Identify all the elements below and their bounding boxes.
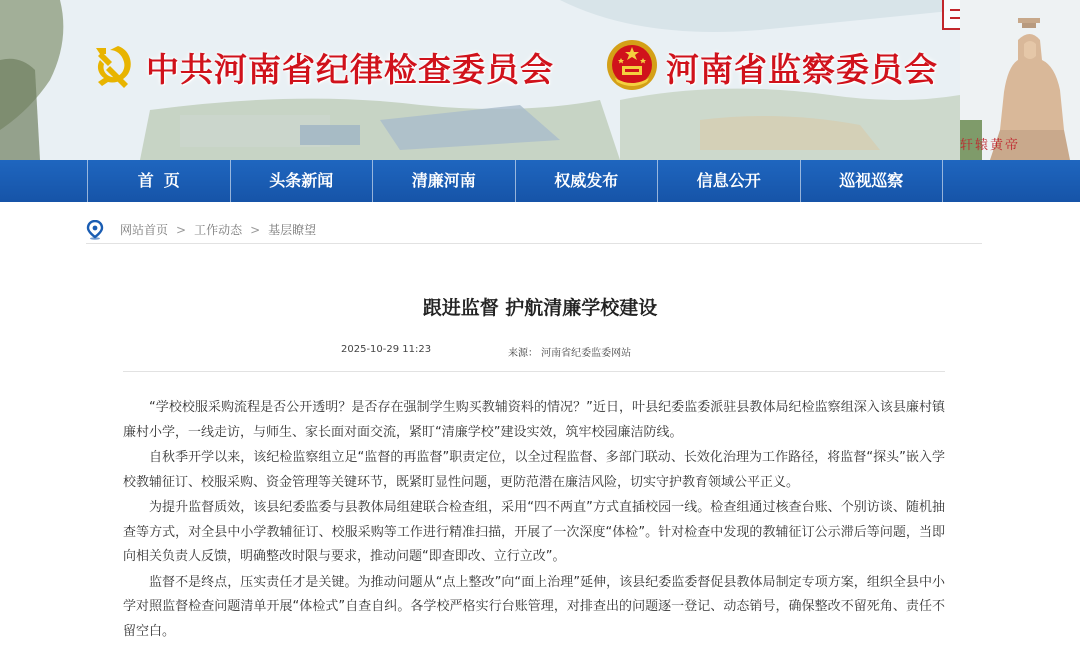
location-pin-icon bbox=[86, 220, 104, 240]
nav-clean-henan[interactable]: 清廉河南 bbox=[372, 160, 515, 202]
article-source: 来源： 河南省纪委监委网站 bbox=[508, 348, 632, 359]
main-navigation bbox=[0, 160, 1080, 202]
article-meta bbox=[0, 344, 1080, 358]
nav-headlines[interactable]: 头条新闻 bbox=[230, 160, 373, 202]
nav-info-disclosure[interactable]: 信息公开 bbox=[657, 160, 800, 202]
nav-authoritative-release[interactable]: 权威发布 bbox=[515, 160, 658, 202]
article-paragraph: “学校校服采购流程是否公开透明？是否存在强制学生购买教辅资料的情况？”近日，叶县纪委监委派驻县教体局纪检监察组深入该县廉村镇廉村小学，一线走访，与师生、家长面对面交流，紧盯“清廉学校”建设实效，筑牢校园廉洁防线。 bbox=[123, 400, 945, 440]
breadcrumb-separator: > bbox=[250, 222, 261, 237]
breadcrumb-separator: > bbox=[176, 222, 187, 237]
breadcrumb-work-news[interactable]: 工作动态 bbox=[194, 223, 243, 237]
party-emblem-icon bbox=[88, 40, 138, 90]
national-emblem-icon bbox=[605, 38, 659, 92]
site-title-supervision: 河南省监察委员会 bbox=[666, 50, 938, 89]
statue-caption: 轩辕黄帝 bbox=[960, 138, 1021, 153]
article-paragraph: 为提升监督质效，该县纪委监委与县教体局组建联合检查组，采用“四不两直”方式直插校园一线。检查组通过核查台账、个别访谈、随机抽查等方式，对全县中小学教辅征订、校服采购等工作进行精准扫描，开展了一次深度“体检”。针对检查中发现的教辅征订公示滞后等问题，当即向相关负责人反馈，明确整改时限与要求，推动问题“即查即改、立行立改”。 bbox=[123, 500, 945, 564]
nav-home[interactable]: 首页 bbox=[87, 160, 230, 202]
nav-inspection[interactable]: 巡视巡察 bbox=[800, 160, 944, 202]
article-body bbox=[123, 371, 945, 661]
site-title-commission: 中共河南省纪律检查委员会 bbox=[146, 50, 554, 89]
breadcrumb-grassroots[interactable]: 基层瞭望 bbox=[268, 223, 317, 237]
site-banner bbox=[0, 0, 1080, 160]
article-paragraph: 自秋季开学以来，该纪检监察组立足“监督的再监督”职责定位，以全过程监督、多部门联动、长效化治理为工作路径，将监督“探头”嵌入学校教辅征订、校服采购、资金管理等关键环节，既紧盯显性问题，更防范潜在廉洁风险，切实守护教育领域公平正义。 bbox=[123, 450, 945, 490]
article-title: 跟进监督 护航清廉学校建设 bbox=[422, 297, 658, 319]
breadcrumb-home[interactable]: 网站首页 bbox=[120, 223, 169, 237]
article-paragraph: 监督不是终点，压实责任才是关键。为推动问题从“点上整改”向“面上治理”延伸，该县纪委监委督促县教体局制定专项方案，组织全县中小学对照监督检查问题清单开展“体检式”自查自纠。各学校严格实行台账管理，对排查出的问题逐一登记、动态销号，确保整改不留死角、责任不留空白。 bbox=[123, 574, 945, 639]
breadcrumb bbox=[86, 216, 982, 244]
article-date: 2025-10-29 11:23 bbox=[341, 344, 432, 355]
